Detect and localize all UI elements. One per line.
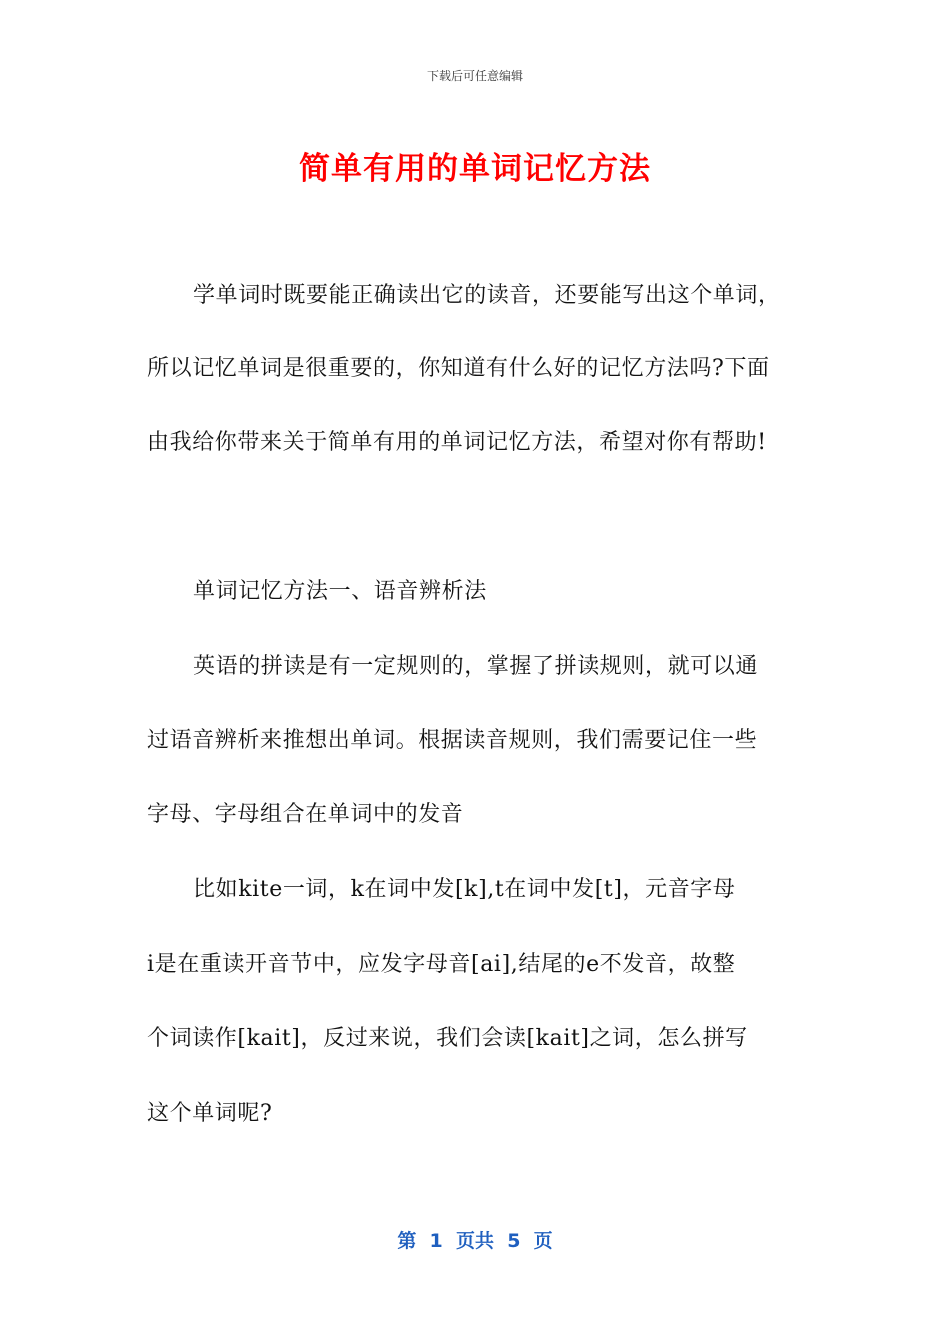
paragraph-line: 比如kite一词，k在词中发[k],t在词中发[t]，元音字母 [193,877,736,902]
section-heading: 单词记忆方法一、语音辨析法 [193,579,487,604]
paragraph-line: 个词读作[kait]，反过来说，我们会读[kait]之词，怎么拼写 [147,1026,748,1051]
paragraph-line: 学单词时既要能正确读出它的读音，还要能写出这个单词， [193,283,781,308]
paragraph-line: 过语音辨析来推想出单词。根据读音规则，我们需要记住一些 [147,728,758,753]
document-title: 简单有用的单词记忆方法 [299,151,651,187]
paragraph-line: 由我给你带来关于简单有用的单词记忆方法，希望对你有帮助! [147,430,767,455]
paragraph-line: 字母、字母组合在单词中的发音 [147,802,464,827]
header-note: 下载后可任意编辑 [426,69,523,83]
paragraph-line: i是在重读开音节中，应发字母音[ai],结尾的e不发音，故整 [147,952,736,977]
page-number-footer: 第 1 页共 5 页 [397,1230,553,1252]
paragraph-line: 所以记忆单词是很重要的，你知道有什么好的记忆方法吗?下面 [147,356,770,381]
paragraph-line: 英语的拼读是有一定规则的，掌握了拼读规则，就可以通 [193,654,759,679]
paragraph-line: 这个单词呢? [147,1101,273,1126]
